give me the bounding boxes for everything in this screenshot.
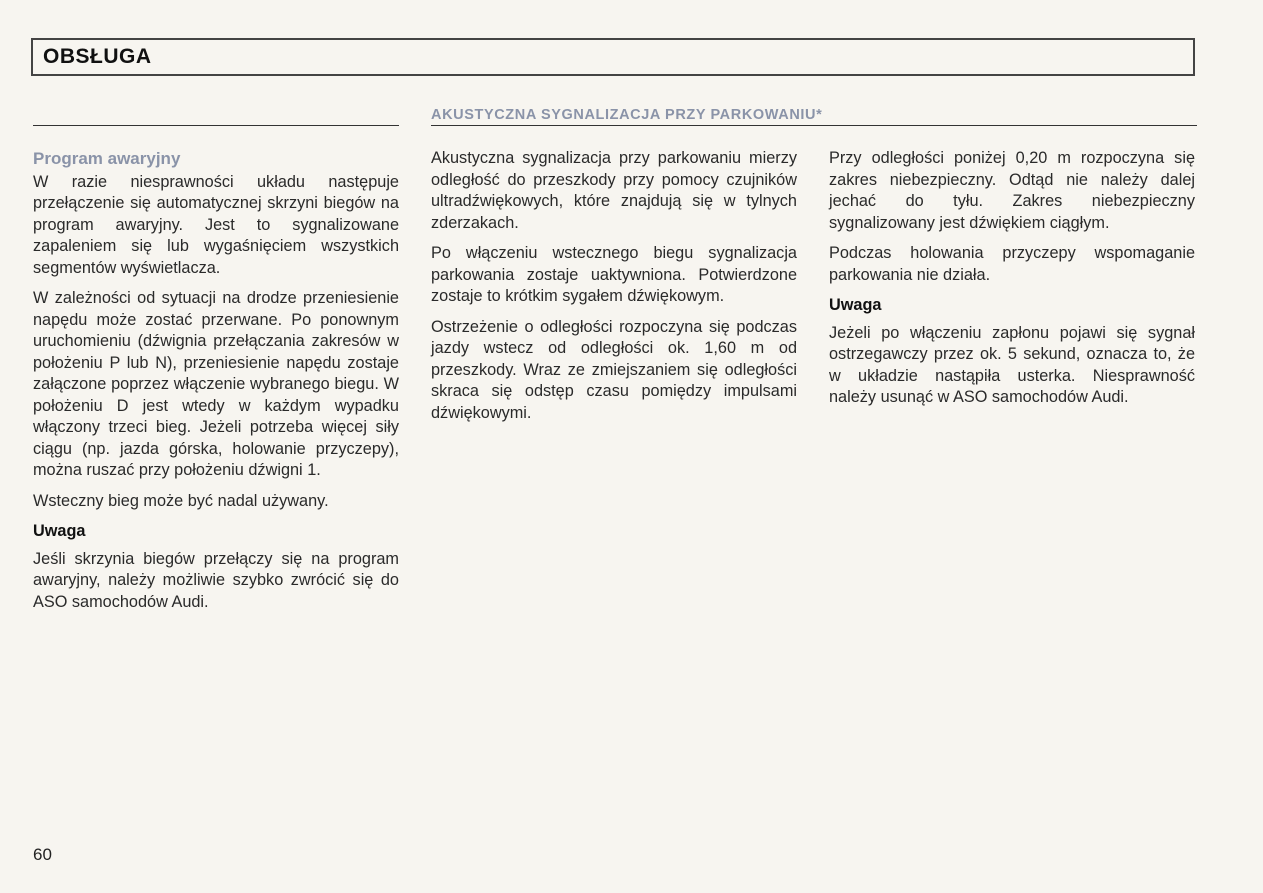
- paragraph: Przy odległości poniżej 0,20 m rozpoczyna się zakres niebezpieczny. Odtąd nie należy dalej jechać do tyłu. Zakres niebezpieczny sygnalizowany jest dźwiękiem ciągłym.: [829, 149, 1195, 232]
- paragraph: Wsteczny bieg może być nadal używany.: [33, 491, 329, 510]
- paragraph: W razie niesprawności układu następuje przełączenie się automatycznej skrzyni biegów na program awaryjny. Jest to sygnalizowane zapaleniem się lub wygaśnięciem wszystkich segmentów wyświetlacza.: [33, 172, 399, 277]
- page-title: OBSŁUGA: [43, 45, 152, 68]
- paragraph: Podczas holowania przyczepy wspomaganie parkowania nie działa.: [829, 244, 1195, 284]
- section-rule: [431, 125, 1197, 126]
- page-header-box: [31, 38, 1195, 76]
- paragraph: Ostrzeżenie o odległości rozpoczyna się podczas jazdy wstecz od odległości ok. 1,60 m od przeszkody. Wraz ze zmiejszaniem się odległości skraca się odstęp czasu pomiędzy impulsami dźwiękowymi.: [431, 317, 797, 422]
- note-paragraph: Jeżeli po włączeniu zapłonu pojawi się sygnał ostrzegawczy przez ok. 5 sekund, oznacza to, że w układzie nastąpiła usterka. Niesprawność należy usunąć w ASO samochodów Audi.: [829, 323, 1195, 406]
- column-left: [33, 148, 399, 622]
- note-heading: Uwaga: [33, 522, 86, 540]
- subsection-heading: Program awaryjny: [33, 149, 181, 168]
- paragraph: Akustyczna sygnalizacja przy parkowaniu mierzy odległość do przeszkody przy pomocy czujników ultradźwiękowych, które znajdują się w tylnych zderzakach.: [431, 149, 797, 232]
- paragraph: Po włączeniu wstecznego biegu sygnalizacja parkowania zostaje uaktywniona. Potwierdzone zostaje to krótkim sygałem dźwiękowym.: [431, 244, 797, 305]
- section-heading: AKUSTYCZNA SYGNALIZACJA PRZY PARKOWANIU*: [431, 107, 823, 123]
- note-paragraph: Jeśli skrzynia biegów przełączy się na program awaryjny, należy możliwie szybko zwrócić się do ASO samochodów Audi.: [33, 549, 399, 611]
- column-middle: [431, 148, 797, 433]
- left-column-rule: [33, 125, 399, 126]
- column-right: [829, 148, 1195, 418]
- paragraph: W zależności od sytuacji na drodze przeniesienie napędu może zostać przerwane. Po ponownym uruchomieniu (dźwignia przełączania zakresów w położeniu P lub N), przeniesienie napędu zostaje załączone poprzez włączenie wybranego biegu. W położeniu D jest wtedy w każdym wypadku włączony trzeci bieg. Jeżeli potrzeba więcej siły ciągu (np. jazda górska, holowanie przyczepy), można ruszać przy położeniu dźwigni 1.: [33, 289, 399, 479]
- note-heading: Uwaga: [829, 296, 882, 314]
- page-number: 60: [33, 845, 52, 864]
